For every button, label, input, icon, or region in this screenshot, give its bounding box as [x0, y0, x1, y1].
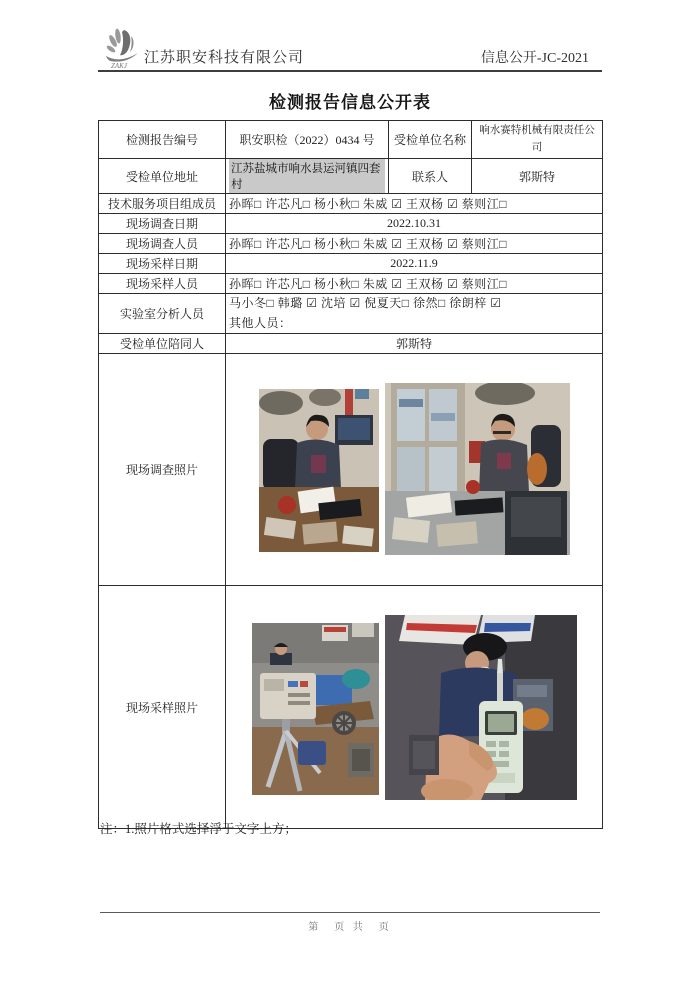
- table-row: [99, 234, 603, 254]
- page-header: [98, 28, 602, 72]
- unit-addr-label: 受检单位地址: [99, 159, 226, 194]
- unit-name-value: 响水赛特机械有限责任公司: [472, 121, 603, 159]
- report-no-label: 检测报告编号: [99, 121, 226, 159]
- escort-label: 受检单位陪同人: [99, 334, 226, 354]
- unit-addr-value: 江苏盐城市响水县运河镇四套村: [229, 159, 385, 193]
- table-row: [99, 274, 603, 294]
- sampling-photo-tripod-instrument: [252, 623, 379, 795]
- table-row: [99, 159, 603, 194]
- survey-photo-office-right: [385, 383, 570, 555]
- table-row: [99, 354, 603, 586]
- tech-team-label: 技术服务项目组成员: [99, 194, 226, 214]
- report-info-table: [98, 120, 603, 829]
- table-row: [99, 254, 603, 274]
- survey-staff-label: 现场调查人员: [99, 234, 226, 254]
- footer-page-number: 第 页 共 页: [308, 922, 392, 933]
- survey-date-label: 现场调查日期: [99, 214, 226, 234]
- report-no-value: 职安职检（2022）0434 号: [226, 121, 389, 159]
- sampling-photos-label: 现场采样照片: [99, 586, 226, 829]
- survey-photos-label: 现场调查照片: [99, 354, 226, 586]
- sampling-photo-handheld-meter: [385, 615, 577, 800]
- survey-staff-members: 孙晖□ 许芯凡□ 杨小秋□ 朱威 ☑ 王双杨 ☑ 蔡则江□: [226, 234, 603, 254]
- footnote: 注：1.照片格式选择浮于文字上方；: [100, 822, 297, 836]
- survey-photo-office-left: [259, 389, 379, 552]
- lab-staff-others: 其他人员：: [229, 315, 292, 330]
- lab-staff-cell: [226, 294, 603, 334]
- table-row: [99, 194, 603, 214]
- contact-value: 郭斯特: [472, 159, 603, 194]
- table-row: [99, 214, 603, 234]
- table-row: [99, 334, 603, 354]
- unit-addr-cell: [226, 159, 389, 194]
- sampling-date-label: 现场采样日期: [99, 254, 226, 274]
- page-title: 检测报告信息公开表: [269, 93, 431, 112]
- table-row: [99, 586, 603, 829]
- lab-staff-label: 实验室分析人员: [99, 294, 226, 334]
- sampling-staff-members: 孙晖□ 许芯凡□ 杨小秋□ 朱威 ☑ 王双杨 ☑ 蔡则江□: [226, 274, 603, 294]
- tech-team-members: 孙晖□ 许芯凡□ 杨小秋□ 朱威 ☑ 王双杨 ☑ 蔡则江□: [226, 194, 603, 214]
- company-name: 江苏职安科技有限公司: [144, 50, 305, 66]
- unit-name-label: 受检单位名称: [389, 121, 472, 159]
- sampling-photos-cell: [226, 586, 603, 829]
- contact-label: 联系人: [389, 159, 472, 194]
- survey-date-value: 2022.10.31: [226, 214, 603, 234]
- sampling-date-value: 2022.11.9: [226, 254, 603, 274]
- table-row: [99, 121, 603, 159]
- company-logo-icon: [104, 28, 142, 75]
- document-code: 信息公开-JC-2021: [480, 51, 589, 66]
- table-row: [99, 294, 603, 334]
- survey-photos-cell: [226, 354, 603, 586]
- svg-text:ZAKJ: ZAKJ: [111, 62, 127, 70]
- footer-rule: [100, 912, 600, 913]
- lab-staff-members: 马小冬□ 韩璐 ☑ 沈培 ☑ 倪夏天□ 徐然□ 徐朗梓 ☑: [229, 296, 502, 311]
- escort-value: 郭斯特: [226, 334, 603, 354]
- sampling-staff-label: 现场采样人员: [99, 274, 226, 294]
